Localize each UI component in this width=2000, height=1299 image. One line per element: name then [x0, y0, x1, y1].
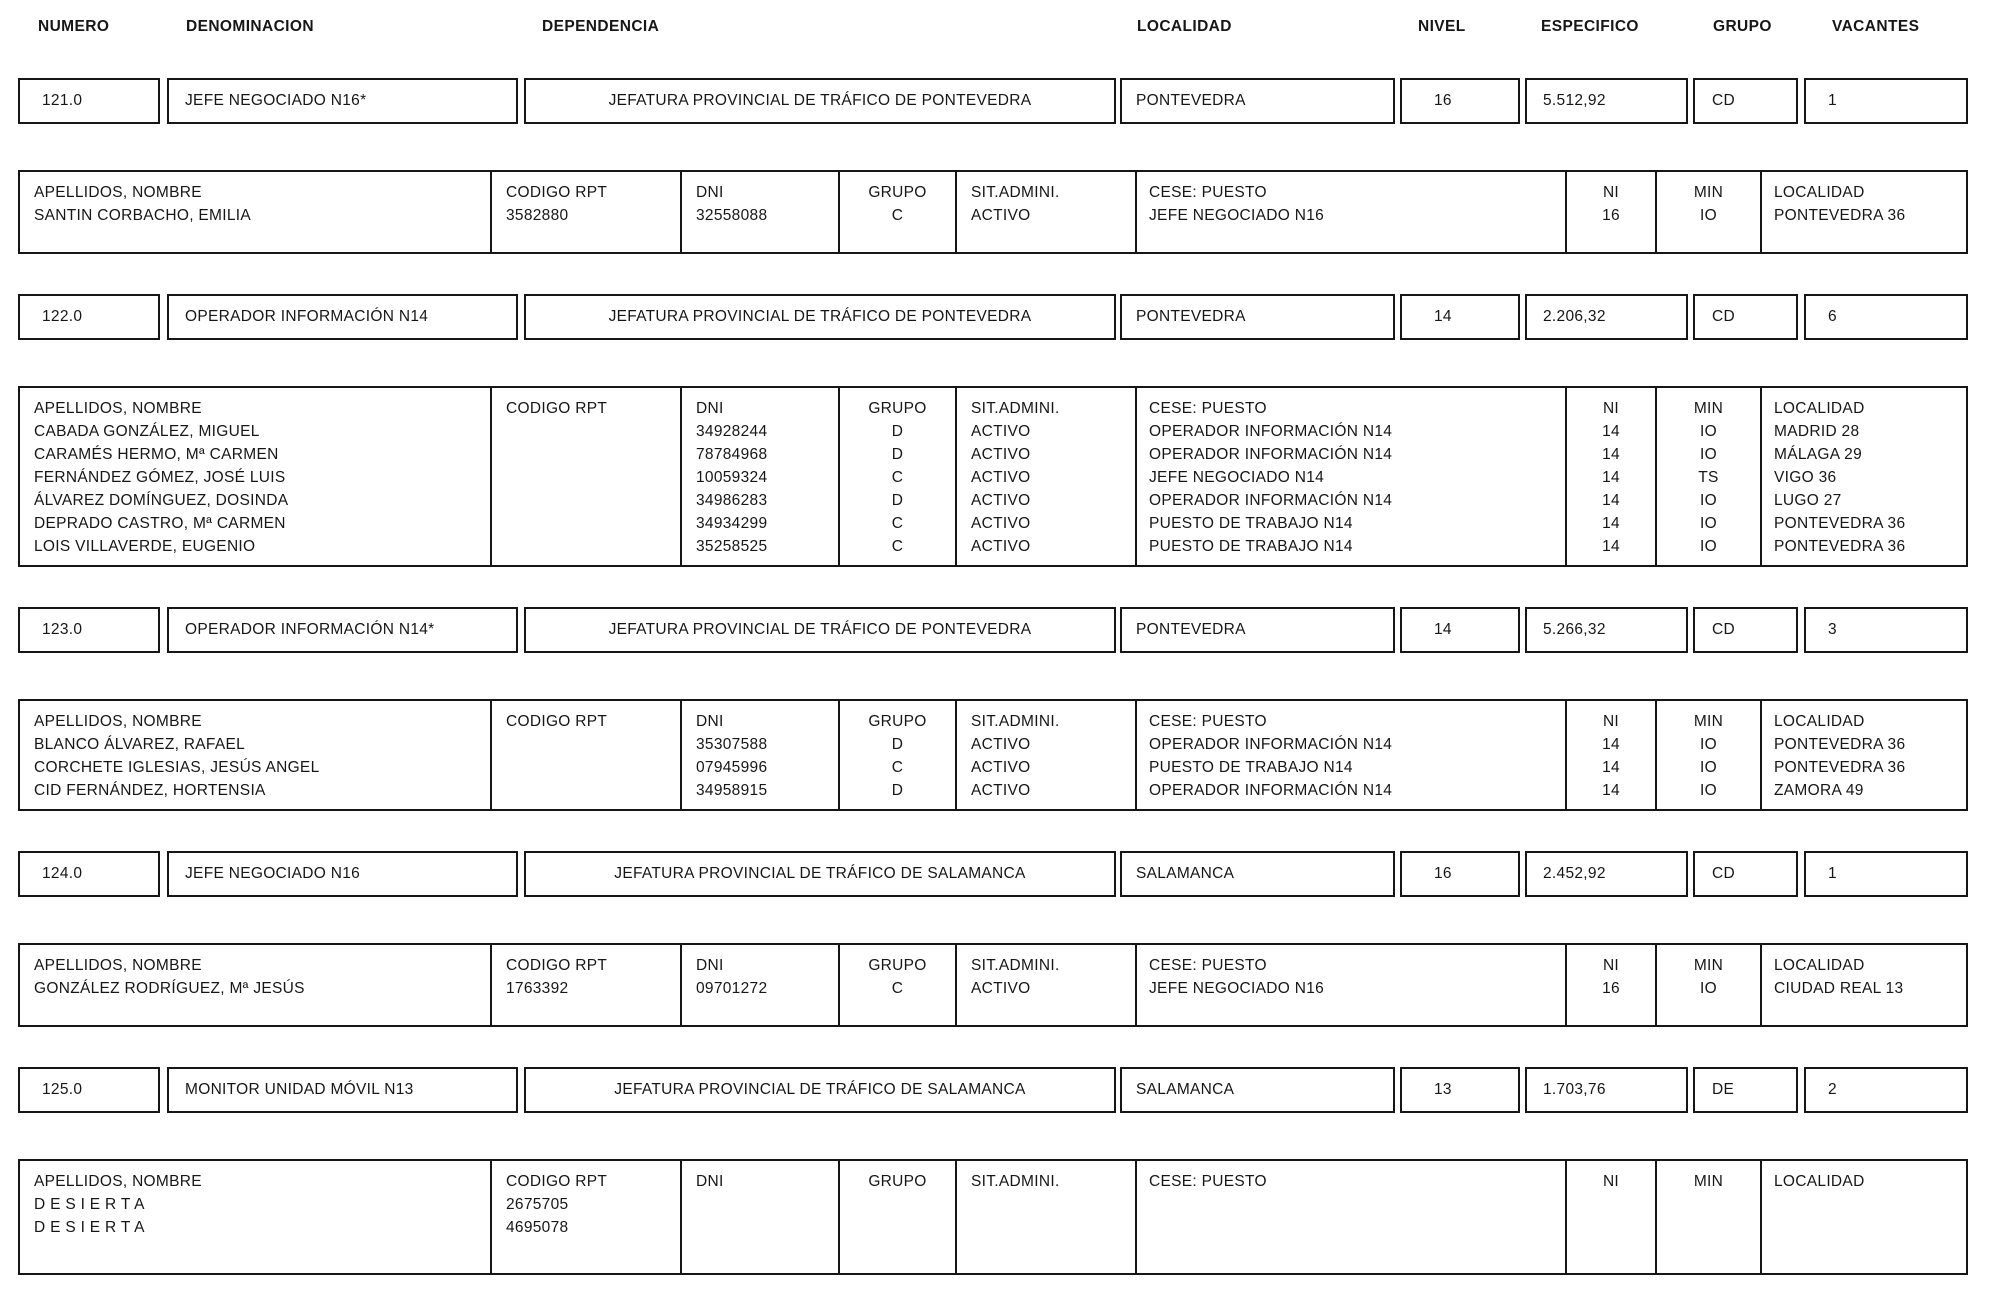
detail-value-grupo: C: [891, 538, 904, 555]
detail-value-grupo: [840, 1193, 955, 1216]
detail-value-min: IO: [1700, 423, 1717, 440]
detail-value-apellidos: CID FERNÁNDEZ, HORTENSIA: [34, 782, 266, 799]
detail-value-min: IO: [1700, 759, 1717, 776]
detail-value-codigo_rpt: [506, 420, 680, 443]
position-vacantes-cell: 1: [1804, 78, 1968, 124]
detail-column-min: [1657, 701, 1762, 809]
position-localidad-cell: PONTEVEDRA: [1120, 78, 1395, 124]
detail-value-dni: 78784968: [696, 446, 768, 463]
detail-column-header: DNI: [696, 713, 724, 730]
detail-column-header: SIT.ADMINI.: [971, 184, 1060, 201]
detail-value-codigo_rpt: [506, 512, 680, 535]
detail-column-header: GRUPO: [868, 1173, 927, 1190]
detail-column-cese: [1137, 701, 1567, 809]
detail-column-codigo_rpt: [492, 945, 682, 1025]
detail-value-ni: 16: [1602, 207, 1620, 224]
detail-value-sit: ACTIVO: [971, 423, 1031, 440]
detail-column-localidad: [1762, 945, 1966, 1025]
detail-value-grupo: D: [891, 782, 904, 799]
detail-column-localidad: [1762, 701, 1966, 809]
position-nivel-cell: 16: [1400, 78, 1520, 124]
detail-value-localidad: [1774, 1216, 1966, 1239]
detail-value-cese: PUESTO DE TRABAJO N14: [1149, 538, 1353, 555]
detail-block: [18, 699, 1968, 811]
detail-value-cese: OPERADOR INFORMACIÓN N14: [1149, 446, 1393, 463]
column-header-vacantes: VACANTES: [1832, 18, 1920, 35]
section-124.0: [18, 851, 2000, 1027]
position-especifico-cell: 1.703,76: [1525, 1067, 1688, 1113]
position-dependencia-cell: JEFATURA PROVINCIAL DE TRÁFICO DE PONTEVEDRA: [524, 78, 1116, 124]
detail-value-apellidos: FERNÁNDEZ GÓMEZ, JOSÉ LUIS: [34, 469, 286, 486]
position-grupo-cell: CD: [1693, 607, 1798, 653]
detail-value-grupo: D: [891, 423, 904, 440]
detail-value-cese: PUESTO DE TRABAJO N14: [1149, 515, 1353, 532]
detail-value-localidad: PONTEVEDRA 36: [1774, 515, 1906, 532]
detail-value-sit: ACTIVO: [971, 469, 1031, 486]
column-header-especifico: ESPECIFICO: [1541, 18, 1639, 35]
position-denominacion-cell: MONITOR UNIDAD MÓVIL N13: [167, 1067, 518, 1113]
detail-column-header: GRUPO: [868, 184, 927, 201]
detail-column-header: CESE: PUESTO: [1149, 400, 1267, 417]
detail-column-localidad: [1762, 172, 1966, 252]
detail-column-min: [1657, 172, 1762, 252]
detail-column-cese: [1137, 1161, 1567, 1273]
detail-value-grupo: D: [891, 736, 904, 753]
position-row: [18, 78, 1968, 124]
detail-value-dni: [696, 1216, 838, 1239]
detail-value-codigo_rpt: 4695078: [506, 1219, 569, 1236]
detail-block: [18, 170, 1968, 254]
detail-value-dni: 34934299: [696, 515, 768, 532]
detail-value-cese: OPERADOR INFORMACIÓN N14: [1149, 782, 1393, 799]
detail-column-apellidos: [20, 1161, 492, 1273]
detail-value-grupo: C: [891, 207, 904, 224]
detail-column-grupo: [840, 1161, 957, 1273]
detail-column-ni: [1567, 1161, 1657, 1273]
detail-column-header: NI: [1602, 184, 1620, 201]
detail-value-dni: 34928244: [696, 423, 768, 440]
section-122.0: [18, 294, 2000, 567]
detail-value-apellidos: DEPRADO CASTRO, Mª CARMEN: [34, 515, 286, 532]
detail-column-header: DNI: [696, 1173, 724, 1190]
detail-column-codigo_rpt: [492, 701, 682, 809]
detail-column-header: CESE: PUESTO: [1149, 713, 1267, 730]
detail-value-apellidos: CABADA GONZÁLEZ, MIGUEL: [34, 423, 260, 440]
detail-value-min: TS: [1698, 469, 1719, 486]
detail-value-cese: PUESTO DE TRABAJO N14: [1149, 759, 1353, 776]
detail-value-apellidos: ÁLVAREZ DOMÍNGUEZ, DOSINDA: [34, 492, 289, 509]
detail-block: [18, 1159, 1968, 1275]
position-nivel-cell: 16: [1400, 851, 1520, 897]
position-localidad-cell: PONTEVEDRA: [1120, 294, 1395, 340]
detail-column-grupo: [840, 701, 957, 809]
detail-value-ni: 14: [1602, 538, 1620, 555]
detail-column-ni: [1567, 701, 1657, 809]
detail-column-header: CODIGO RPT: [506, 400, 608, 417]
detail-value-dni: 34958915: [696, 782, 768, 799]
detail-value-sit: ACTIVO: [971, 538, 1031, 555]
column-header-numero: NUMERO: [38, 18, 110, 35]
detail-value-sit: ACTIVO: [971, 736, 1031, 753]
detail-value-cese: [1149, 1216, 1565, 1239]
detail-column-apellidos: [20, 945, 492, 1025]
detail-value-grupo: D: [891, 446, 904, 463]
column-header-nivel: NIVEL: [1418, 18, 1466, 35]
position-dependencia-cell: JEFATURA PROVINCIAL DE TRÁFICO DE SALAMANCA: [524, 851, 1116, 897]
column-headers: [18, 18, 1968, 38]
detail-column-header: MIN: [1693, 713, 1724, 730]
detail-column-header: APELLIDOS, NOMBRE: [34, 184, 202, 201]
detail-column-header: APELLIDOS, NOMBRE: [34, 713, 202, 730]
detail-value-min: IO: [1700, 446, 1717, 463]
detail-column-header: CODIGO RPT: [506, 957, 608, 974]
detail-column-header: SIT.ADMINI.: [971, 713, 1060, 730]
position-especifico-cell: 5.512,92: [1525, 78, 1688, 124]
detail-value-localidad: PONTEVEDRA 36: [1774, 736, 1906, 753]
detail-value-codigo_rpt: [506, 733, 680, 756]
detail-value-ni: [1567, 1216, 1655, 1239]
detail-value-min: [1657, 1193, 1760, 1216]
detail-value-min: IO: [1700, 782, 1717, 799]
detail-value-apellidos: SANTIN CORBACHO, EMILIA: [34, 207, 252, 224]
detail-column-header: CESE: PUESTO: [1149, 957, 1267, 974]
detail-column-header: CODIGO RPT: [506, 1173, 608, 1190]
detail-value-grupo: C: [891, 759, 904, 776]
detail-column-codigo_rpt: [492, 1161, 682, 1273]
detail-column-header: APELLIDOS, NOMBRE: [34, 957, 202, 974]
detail-value-dni: 32558088: [696, 207, 768, 224]
detail-column-grupo: [840, 945, 957, 1025]
detail-column-sit: [957, 172, 1137, 252]
detail-column-sit: [957, 945, 1137, 1025]
detail-value-cese: OPERADOR INFORMACIÓN N14: [1149, 423, 1393, 440]
detail-value-localidad: VIGO 36: [1774, 469, 1837, 486]
detail-value-ni: 14: [1602, 469, 1620, 486]
detail-value-ni: 16: [1602, 980, 1620, 997]
position-numero-cell: 124.0: [18, 851, 160, 897]
detail-value-apellidos: GONZÁLEZ RODRÍGUEZ, Mª JESÚS: [34, 980, 305, 997]
detail-value-localidad: [1774, 1193, 1966, 1216]
detail-column-header: LOCALIDAD: [1774, 1173, 1865, 1190]
detail-value-apellidos: BLANCO ÁLVAREZ, RAFAEL: [34, 736, 246, 753]
detail-value-dni: 07945996: [696, 759, 768, 776]
detail-value-localidad: MÁLAGA 29: [1774, 446, 1862, 463]
detail-column-header: SIT.ADMINI.: [971, 400, 1060, 417]
detail-value-grupo: C: [891, 469, 904, 486]
detail-value-codigo_rpt: [506, 756, 680, 779]
detail-value-apellidos: CORCHETE IGLESIAS, JESÚS ANGEL: [34, 759, 320, 776]
position-localidad-cell: SALAMANCA: [1120, 1067, 1395, 1113]
detail-value-sit: ACTIVO: [971, 980, 1031, 997]
position-row: [18, 851, 1968, 897]
position-dependencia-cell: JEFATURA PROVINCIAL DE TRÁFICO DE PONTEVEDRA: [524, 294, 1116, 340]
detail-column-codigo_rpt: [492, 388, 682, 565]
detail-column-header: SIT.ADMINI.: [971, 1173, 1060, 1190]
detail-column-header: MIN: [1693, 957, 1724, 974]
detail-value-ni: 14: [1602, 492, 1620, 509]
position-dependencia-cell: JEFATURA PROVINCIAL DE TRÁFICO DE SALAMANCA: [524, 1067, 1116, 1113]
detail-value-codigo_rpt: [506, 535, 680, 558]
detail-block: [18, 943, 1968, 1027]
detail-value-sit: ACTIVO: [971, 759, 1031, 776]
detail-column-sit: [957, 1161, 1137, 1273]
position-vacantes-cell: 2: [1804, 1067, 1968, 1113]
detail-column-header: GRUPO: [868, 713, 927, 730]
detail-value-localidad: MADRID 28: [1774, 423, 1860, 440]
detail-column-grupo: [840, 388, 957, 565]
detail-value-localidad: LUGO 27: [1774, 492, 1842, 509]
detail-value-dni: 09701272: [696, 980, 768, 997]
detail-column-sit: [957, 701, 1137, 809]
detail-value-localidad: PONTEVEDRA 36: [1774, 538, 1906, 555]
detail-value-sit: ACTIVO: [971, 207, 1031, 224]
detail-column-header: MIN: [1693, 1173, 1724, 1190]
position-localidad-cell: SALAMANCA: [1120, 851, 1395, 897]
detail-column-header: LOCALIDAD: [1774, 400, 1865, 417]
detail-block: [18, 386, 1968, 567]
detail-column-header: SIT.ADMINI.: [971, 957, 1060, 974]
position-vacantes-cell: 1: [1804, 851, 1968, 897]
position-grupo-cell: CD: [1693, 78, 1798, 124]
detail-value-cese: JEFE NEGOCIADO N16: [1149, 207, 1325, 224]
position-especifico-cell: 2.452,92: [1525, 851, 1688, 897]
detail-column-dni: [682, 172, 840, 252]
detail-value-min: IO: [1700, 515, 1717, 532]
position-vacantes-cell: 3: [1804, 607, 1968, 653]
detail-column-apellidos: [20, 701, 492, 809]
detail-column-header: NI: [1602, 957, 1620, 974]
detail-value-dni: 34986283: [696, 492, 768, 509]
detail-column-min: [1657, 388, 1762, 565]
detail-value-codigo_rpt: [506, 489, 680, 512]
detail-value-codigo_rpt: 1763392: [506, 980, 569, 997]
section-125.0: [18, 1067, 2000, 1275]
position-row: [18, 294, 1968, 340]
position-grupo-cell: CD: [1693, 851, 1798, 897]
position-especifico-cell: 5.266,32: [1525, 607, 1688, 653]
detail-value-min: IO: [1700, 207, 1717, 224]
detail-value-grupo: D: [891, 492, 904, 509]
detail-value-cese: JEFE NEGOCIADO N16: [1149, 980, 1325, 997]
detail-column-ni: [1567, 388, 1657, 565]
detail-value-min: IO: [1700, 736, 1717, 753]
position-denominacion-cell: OPERADOR INFORMACIÓN N14: [167, 294, 518, 340]
detail-column-dni: [682, 1161, 840, 1273]
detail-value-localidad: ZAMORA 49: [1774, 782, 1864, 799]
detail-value-apellidos: LOIS VILLAVERDE, EUGENIO: [34, 538, 256, 555]
detail-column-header: NI: [1602, 400, 1620, 417]
detail-column-header: CESE: PUESTO: [1149, 1173, 1267, 1190]
position-nivel-cell: 14: [1400, 607, 1520, 653]
detail-value-ni: 14: [1602, 759, 1620, 776]
position-numero-cell: 121.0: [18, 78, 160, 124]
position-row: [18, 1067, 1968, 1113]
position-denominacion-cell: OPERADOR INFORMACIÓN N14*: [167, 607, 518, 653]
detail-column-header: GRUPO: [868, 957, 927, 974]
detail-value-ni: [1567, 1193, 1655, 1216]
position-row: [18, 607, 1968, 653]
detail-value-localidad: PONTEVEDRA 36: [1774, 759, 1906, 776]
detail-value-ni: 14: [1602, 736, 1620, 753]
detail-column-min: [1657, 1161, 1762, 1273]
position-nivel-cell: 14: [1400, 294, 1520, 340]
detail-column-dni: [682, 701, 840, 809]
detail-value-cese: [1149, 1193, 1565, 1216]
detail-value-dni: [696, 1193, 838, 1216]
detail-value-grupo: C: [891, 515, 904, 532]
detail-column-sit: [957, 388, 1137, 565]
detail-value-codigo_rpt: [506, 466, 680, 489]
detail-value-grupo: [840, 1216, 955, 1239]
position-localidad-cell: PONTEVEDRA: [1120, 607, 1395, 653]
detail-column-header: MIN: [1693, 184, 1724, 201]
position-grupo-cell: DE: [1693, 1067, 1798, 1113]
detail-value-grupo: C: [891, 980, 904, 997]
detail-column-header: LOCALIDAD: [1774, 957, 1865, 974]
detail-value-sit: ACTIVO: [971, 515, 1031, 532]
detail-value-dni: 10059324: [696, 469, 768, 486]
detail-value-min: IO: [1700, 538, 1717, 555]
detail-column-cese: [1137, 172, 1567, 252]
detail-column-header: CESE: PUESTO: [1149, 184, 1267, 201]
detail-value-cese: JEFE NEGOCIADO N14: [1149, 469, 1325, 486]
position-especifico-cell: 2.206,32: [1525, 294, 1688, 340]
position-vacantes-cell: 6: [1804, 294, 1968, 340]
detail-value-codigo_rpt: [506, 443, 680, 466]
detail-value-apellidos: D E S I E R T A: [34, 1196, 145, 1213]
detail-value-cese: OPERADOR INFORMACIÓN N14: [1149, 736, 1393, 753]
detail-value-sit: ACTIVO: [971, 492, 1031, 509]
detail-column-header: DNI: [696, 400, 724, 417]
detail-value-dni: 35258525: [696, 538, 768, 555]
detail-column-header: NI: [1602, 713, 1620, 730]
detail-value-codigo_rpt: 3582880: [506, 207, 569, 224]
detail-column-ni: [1567, 172, 1657, 252]
section-121.0: [18, 78, 2000, 254]
position-denominacion-cell: JEFE NEGOCIADO N16*: [167, 78, 518, 124]
column-header-denominacion: DENOMINACION: [186, 18, 314, 35]
detail-column-ni: [1567, 945, 1657, 1025]
detail-value-ni: 14: [1602, 782, 1620, 799]
detail-column-header: LOCALIDAD: [1774, 713, 1865, 730]
detail-value-min: IO: [1700, 980, 1717, 997]
detail-column-header: NI: [1602, 1173, 1620, 1190]
detail-column-grupo: [840, 172, 957, 252]
detail-value-sit: ACTIVO: [971, 782, 1031, 799]
detail-value-cese: OPERADOR INFORMACIÓN N14: [1149, 492, 1393, 509]
detail-column-apellidos: [20, 388, 492, 565]
detail-column-header: APELLIDOS, NOMBRE: [34, 1173, 202, 1190]
detail-value-codigo_rpt: 2675705: [506, 1196, 569, 1213]
detail-column-header: CODIGO RPT: [506, 713, 608, 730]
position-numero-cell: 122.0: [18, 294, 160, 340]
detail-column-dni: [682, 388, 840, 565]
detail-value-min: IO: [1700, 492, 1717, 509]
position-denominacion-cell: JEFE NEGOCIADO N16: [167, 851, 518, 897]
position-grupo-cell: CD: [1693, 294, 1798, 340]
detail-value-dni: 35307588: [696, 736, 768, 753]
detail-column-header: DNI: [696, 184, 724, 201]
position-numero-cell: 123.0: [18, 607, 160, 653]
column-header-grupo: GRUPO: [1713, 18, 1772, 35]
detail-value-sit: [971, 1193, 1135, 1216]
detail-value-ni: 14: [1602, 423, 1620, 440]
detail-column-header: GRUPO: [868, 400, 927, 417]
detail-value-sit: [971, 1216, 1135, 1239]
detail-column-codigo_rpt: [492, 172, 682, 252]
detail-value-codigo_rpt: [506, 779, 680, 802]
detail-column-header: CODIGO RPT: [506, 184, 608, 201]
detail-column-header: MIN: [1693, 400, 1724, 417]
detail-value-localidad: PONTEVEDRA 36: [1774, 207, 1906, 224]
detail-column-localidad: [1762, 388, 1966, 565]
position-nivel-cell: 13: [1400, 1067, 1520, 1113]
detail-value-apellidos: CARAMÉS HERMO, Mª CARMEN: [34, 446, 279, 463]
detail-column-dni: [682, 945, 840, 1025]
detail-column-header: DNI: [696, 957, 724, 974]
detail-column-header: LOCALIDAD: [1774, 184, 1865, 201]
detail-value-sit: ACTIVO: [971, 446, 1031, 463]
column-header-dependencia: DEPENDENCIA: [542, 18, 660, 35]
section-123.0: [18, 607, 2000, 811]
detail-column-min: [1657, 945, 1762, 1025]
position-dependencia-cell: JEFATURA PROVINCIAL DE TRÁFICO DE PONTEVEDRA: [524, 607, 1116, 653]
detail-column-localidad: [1762, 1161, 1966, 1273]
column-header-localidad: LOCALIDAD: [1137, 18, 1232, 35]
detail-value-ni: 14: [1602, 515, 1620, 532]
detail-column-cese: [1137, 945, 1567, 1025]
sections-container: [18, 78, 2000, 1275]
detail-value-localidad: CIUDAD REAL 13: [1774, 980, 1904, 997]
detail-value-apellidos: D E S I E R T A: [34, 1219, 145, 1236]
position-numero-cell: 125.0: [18, 1067, 160, 1113]
detail-column-cese: [1137, 388, 1567, 565]
detail-value-ni: 14: [1602, 446, 1620, 463]
detail-column-apellidos: [20, 172, 492, 252]
detail-value-min: [1657, 1216, 1760, 1239]
detail-column-header: APELLIDOS, NOMBRE: [34, 400, 202, 417]
